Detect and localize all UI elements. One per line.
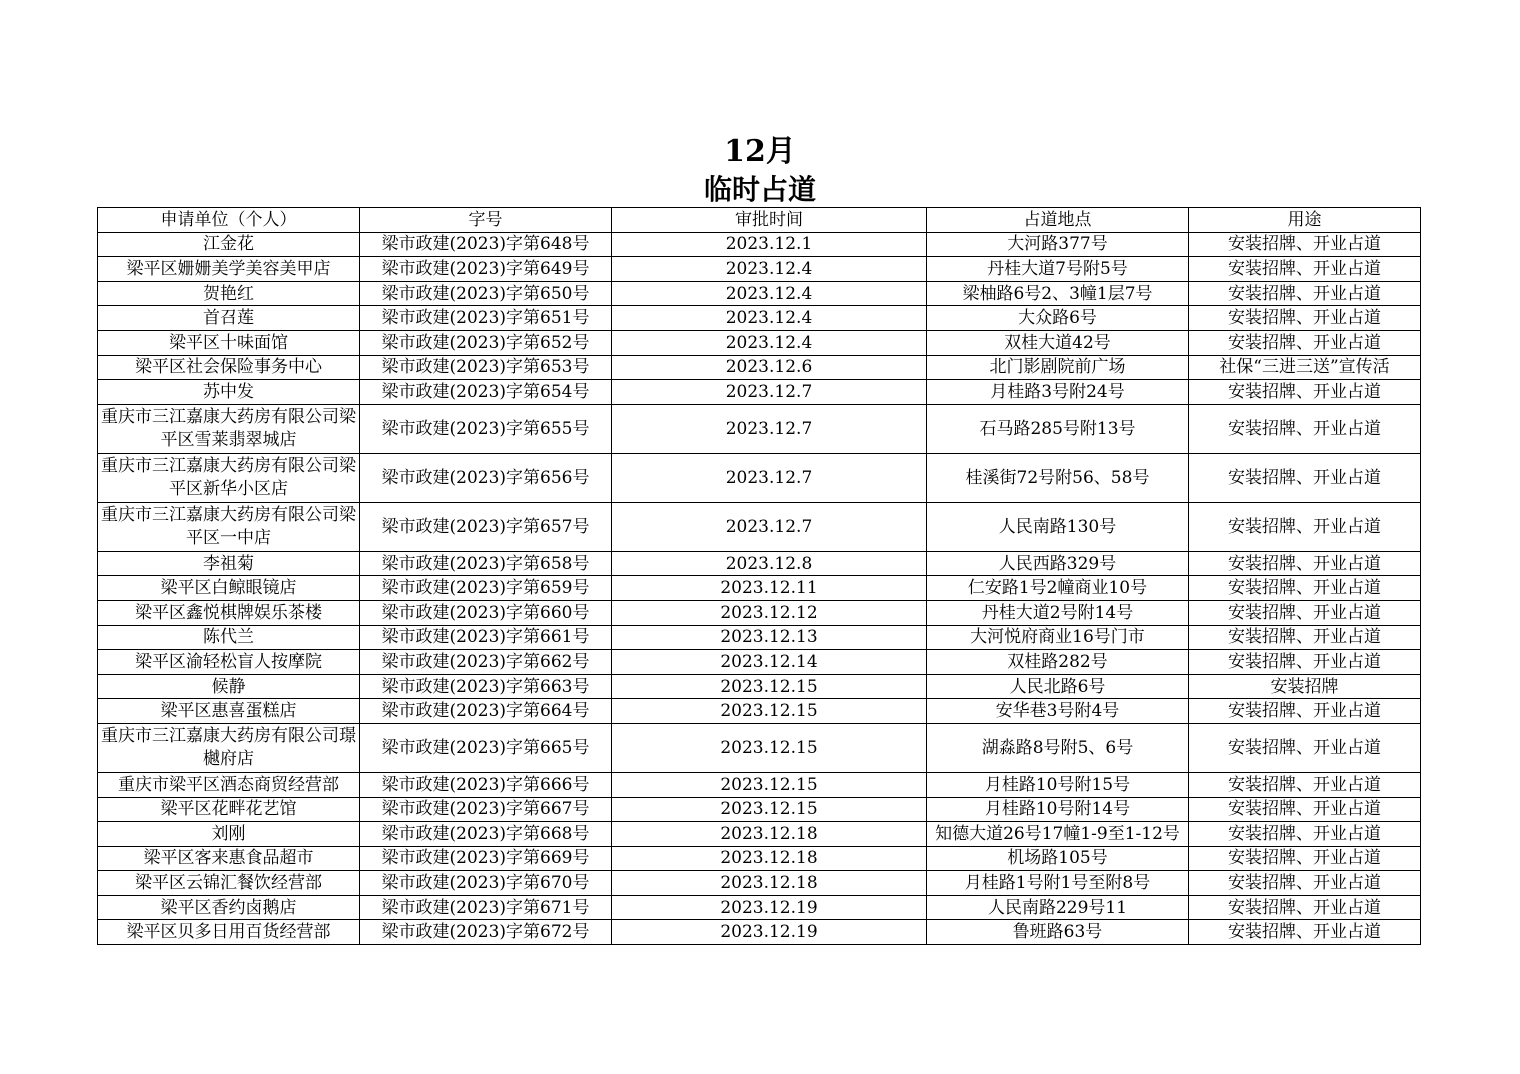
permit-number-cell: 梁市政建(2023)字第655号	[360, 404, 612, 453]
purpose-cell: 安装招牌、开业占道	[1189, 600, 1421, 625]
location-cell: 鲁班路63号	[927, 920, 1189, 945]
permit-number-cell: 梁市政建(2023)字第667号	[360, 797, 612, 822]
location-cell: 湖淼路8号附5、6号	[927, 723, 1189, 772]
location-cell: 桂溪街72号附56、58号	[927, 453, 1189, 502]
approval-date-cell: 2023.12.4	[612, 281, 927, 306]
location-cell: 丹桂大道7号附5号	[927, 257, 1189, 282]
table-row	[98, 895, 1421, 920]
approval-date-cell: 2023.12.8	[612, 551, 927, 576]
location-cell: 双桂路282号	[927, 650, 1189, 675]
approval-date-cell: 2023.12.1	[612, 232, 927, 257]
applicant-cell: 梁平区白鲸眼镜店	[98, 576, 360, 601]
permit-number-cell: 梁市政建(2023)字第672号	[360, 920, 612, 945]
table-row	[98, 404, 1421, 453]
purpose-cell: 安装招牌、开业占道	[1189, 772, 1421, 797]
location-cell: 人民南路130号	[927, 502, 1189, 551]
purpose-cell: 安装招牌、开业占道	[1189, 232, 1421, 257]
location-cell: 梁柚路6号2、3幢1层7号	[927, 281, 1189, 306]
permit-number-cell: 梁市政建(2023)字第662号	[360, 650, 612, 675]
location-cell: 大河悦府商业16号门市	[927, 625, 1189, 650]
applicant-cell: 重庆市三江嘉康大药房有限公司璟樾府店	[98, 723, 360, 772]
approval-date-cell: 2023.12.6	[612, 355, 927, 380]
purpose-cell: 安装招牌、开业占道	[1189, 846, 1421, 871]
permit-number-cell: 梁市政建(2023)字第661号	[360, 625, 612, 650]
location-cell: 大众路6号	[927, 306, 1189, 331]
permit-number-cell: 梁市政建(2023)字第670号	[360, 871, 612, 896]
location-cell: 石马路285号附13号	[927, 404, 1189, 453]
applicant-cell: 梁平区十味面馆	[98, 330, 360, 355]
table-row	[98, 625, 1421, 650]
applicant-cell: 首召莲	[98, 306, 360, 331]
applicant-cell: 贺艳红	[98, 281, 360, 306]
location-cell: 月桂路3号附24号	[927, 380, 1189, 405]
page-title: 临时占道	[703, 173, 816, 206]
applicant-cell: 刘刚	[98, 822, 360, 847]
purpose-cell: 安装招牌、开业占道	[1189, 257, 1421, 282]
table-row	[98, 772, 1421, 797]
table-row	[98, 674, 1421, 699]
purpose-cell: 安装招牌、开业占道	[1189, 453, 1421, 502]
applicant-cell: 重庆市三江嘉康大药房有限公司梁平区新华小区店	[98, 453, 360, 502]
approval-date-cell: 2023.12.4	[612, 330, 927, 355]
approval-date-cell: 2023.12.4	[612, 257, 927, 282]
table-row	[98, 257, 1421, 282]
table-row	[98, 306, 1421, 331]
purpose-cell: 社保“三进三送”宣传活	[1189, 355, 1421, 380]
purpose-cell: 安装招牌、开业占道	[1189, 920, 1421, 945]
applicant-cell: 梁平区惠喜蛋糕店	[98, 699, 360, 724]
purpose-cell: 安装招牌、开业占道	[1189, 404, 1421, 453]
purpose-cell: 安装招牌、开业占道	[1189, 797, 1421, 822]
applicant-cell: 梁平区客来惠食品超市	[98, 846, 360, 871]
purpose-cell: 安装招牌、开业占道	[1189, 306, 1421, 331]
table-body	[98, 232, 1421, 944]
table-row	[98, 600, 1421, 625]
table-row	[98, 723, 1421, 772]
table-row	[98, 822, 1421, 847]
permit-number-cell: 梁市政建(2023)字第669号	[360, 846, 612, 871]
location-cell: 月桂路10号附14号	[927, 797, 1189, 822]
permit-number-cell: 梁市政建(2023)字第663号	[360, 674, 612, 699]
purpose-cell: 安装招牌、开业占道	[1189, 576, 1421, 601]
applicant-cell: 梁平区香约卤鹅店	[98, 895, 360, 920]
location-cell: 人民西路329号	[927, 551, 1189, 576]
approval-date-cell: 2023.12.19	[612, 895, 927, 920]
approval-date-cell: 2023.12.4	[612, 306, 927, 331]
location-cell: 月桂路10号附15号	[927, 772, 1189, 797]
purpose-cell: 安装招牌、开业占道	[1189, 871, 1421, 896]
table-row	[98, 846, 1421, 871]
approval-date-cell: 2023.12.14	[612, 650, 927, 675]
approval-date-cell: 2023.12.7	[612, 404, 927, 453]
location-cell: 北门影剧院前广场	[927, 355, 1189, 380]
approval-date-cell: 2023.12.18	[612, 846, 927, 871]
permit-number-cell: 梁市政建(2023)字第659号	[360, 576, 612, 601]
approval-date-cell: 2023.12.7	[612, 453, 927, 502]
approval-date-cell: 2023.12.15	[612, 797, 927, 822]
location-cell: 安华巷3号附4号	[927, 699, 1189, 724]
table-row	[98, 355, 1421, 380]
approval-date-cell: 2023.12.7	[612, 502, 927, 551]
applicant-cell: 重庆市三江嘉康大药房有限公司梁平区一中店	[98, 502, 360, 551]
approval-date-cell: 2023.12.18	[612, 822, 927, 847]
table-row	[98, 502, 1421, 551]
purpose-cell: 安装招牌、开业占道	[1189, 650, 1421, 675]
header-location: 占道地点	[927, 208, 1189, 233]
location-cell: 丹桂大道2号附14号	[927, 600, 1189, 625]
table-row	[98, 551, 1421, 576]
approval-date-cell: 2023.12.15	[612, 699, 927, 724]
purpose-cell: 安装招牌、开业占道	[1189, 822, 1421, 847]
permit-number-cell: 梁市政建(2023)字第668号	[360, 822, 612, 847]
permit-number-cell: 梁市政建(2023)字第654号	[360, 380, 612, 405]
permit-number-cell: 梁市政建(2023)字第653号	[360, 355, 612, 380]
approval-date-cell: 2023.12.18	[612, 871, 927, 896]
permit-number-cell: 梁市政建(2023)字第650号	[360, 281, 612, 306]
permit-table	[97, 207, 1421, 945]
permit-number-cell: 梁市政建(2023)字第664号	[360, 699, 612, 724]
applicant-cell: 梁平区鑫悦棋牌娱乐茶楼	[98, 600, 360, 625]
permit-number-cell: 梁市政建(2023)字第671号	[360, 895, 612, 920]
page-title-month: 12月	[724, 134, 796, 169]
approval-date-cell: 2023.12.19	[612, 920, 927, 945]
table-row	[98, 650, 1421, 675]
table-row	[98, 232, 1421, 257]
table-row	[98, 871, 1421, 896]
permit-number-cell: 梁市政建(2023)字第648号	[360, 232, 612, 257]
purpose-cell: 安装招牌、开业占道	[1189, 699, 1421, 724]
header-approval-date: 审批时间	[612, 208, 927, 233]
approval-date-cell: 2023.12.15	[612, 772, 927, 797]
approval-date-cell: 2023.12.7	[612, 380, 927, 405]
applicant-cell: 重庆市梁平区酒态商贸经营部	[98, 772, 360, 797]
applicant-cell: 重庆市三江嘉康大药房有限公司梁平区雪莱翡翠城店	[98, 404, 360, 453]
location-cell: 知德大道26号17幢1-9至1-12号	[927, 822, 1189, 847]
applicant-cell: 梁平区社会保险事务中心	[98, 355, 360, 380]
header-purpose: 用途	[1189, 208, 1421, 233]
table-row	[98, 797, 1421, 822]
permit-number-cell: 梁市政建(2023)字第660号	[360, 600, 612, 625]
location-cell: 仁安路1号2幢商业10号	[927, 576, 1189, 601]
approval-date-cell: 2023.12.11	[612, 576, 927, 601]
purpose-cell: 安装招牌、开业占道	[1189, 723, 1421, 772]
applicant-cell: 陈代兰	[98, 625, 360, 650]
applicant-cell: 梁平区花畔花艺馆	[98, 797, 360, 822]
approval-date-cell: 2023.12.15	[612, 723, 927, 772]
permit-number-cell: 梁市政建(2023)字第665号	[360, 723, 612, 772]
permit-number-cell: 梁市政建(2023)字第651号	[360, 306, 612, 331]
table-row	[98, 453, 1421, 502]
table-row	[98, 699, 1421, 724]
table-row	[98, 920, 1421, 945]
applicant-cell: 梁平区渝轻松盲人按摩院	[98, 650, 360, 675]
location-cell: 人民南路229号11	[927, 895, 1189, 920]
permit-number-cell: 梁市政建(2023)字第656号	[360, 453, 612, 502]
location-cell: 双桂大道42号	[927, 330, 1189, 355]
location-cell: 人民北路6号	[927, 674, 1189, 699]
location-cell: 大河路377号	[927, 232, 1189, 257]
header-applicant: 申请单位（个人）	[98, 208, 360, 233]
location-cell: 机场路105号	[927, 846, 1189, 871]
table-row	[98, 330, 1421, 355]
purpose-cell: 安装招牌、开业占道	[1189, 502, 1421, 551]
applicant-cell: 苏中发	[98, 380, 360, 405]
approval-date-cell: 2023.12.12	[612, 600, 927, 625]
applicant-cell: 候静	[98, 674, 360, 699]
purpose-cell: 安装招牌、开业占道	[1189, 551, 1421, 576]
table-row	[98, 576, 1421, 601]
purpose-cell: 安装招牌、开业占道	[1189, 895, 1421, 920]
purpose-cell: 安装招牌	[1189, 674, 1421, 699]
header-permit-number: 字号	[360, 208, 612, 233]
purpose-cell: 安装招牌、开业占道	[1189, 330, 1421, 355]
permit-number-cell: 梁市政建(2023)字第649号	[360, 257, 612, 282]
applicant-cell: 梁平区姗姗美学美容美甲店	[98, 257, 360, 282]
permit-number-cell: 梁市政建(2023)字第652号	[360, 330, 612, 355]
table-row	[98, 281, 1421, 306]
table-header-row	[98, 208, 1421, 233]
purpose-cell: 安装招牌、开业占道	[1189, 380, 1421, 405]
purpose-cell: 安装招牌、开业占道	[1189, 625, 1421, 650]
applicant-cell: 江金花	[98, 232, 360, 257]
applicant-cell: 梁平区云锦汇餐饮经营部	[98, 871, 360, 896]
permit-number-cell: 梁市政建(2023)字第666号	[360, 772, 612, 797]
applicant-cell: 梁平区贝多日用百货经营部	[98, 920, 360, 945]
approval-date-cell: 2023.12.13	[612, 625, 927, 650]
table-row	[98, 380, 1421, 405]
location-cell: 月桂路1号附1号至附8号	[927, 871, 1189, 896]
applicant-cell: 李祖菊	[98, 551, 360, 576]
purpose-cell: 安装招牌、开业占道	[1189, 281, 1421, 306]
permit-number-cell: 梁市政建(2023)字第658号	[360, 551, 612, 576]
permit-number-cell: 梁市政建(2023)字第657号	[360, 502, 612, 551]
approval-date-cell: 2023.12.15	[612, 674, 927, 699]
